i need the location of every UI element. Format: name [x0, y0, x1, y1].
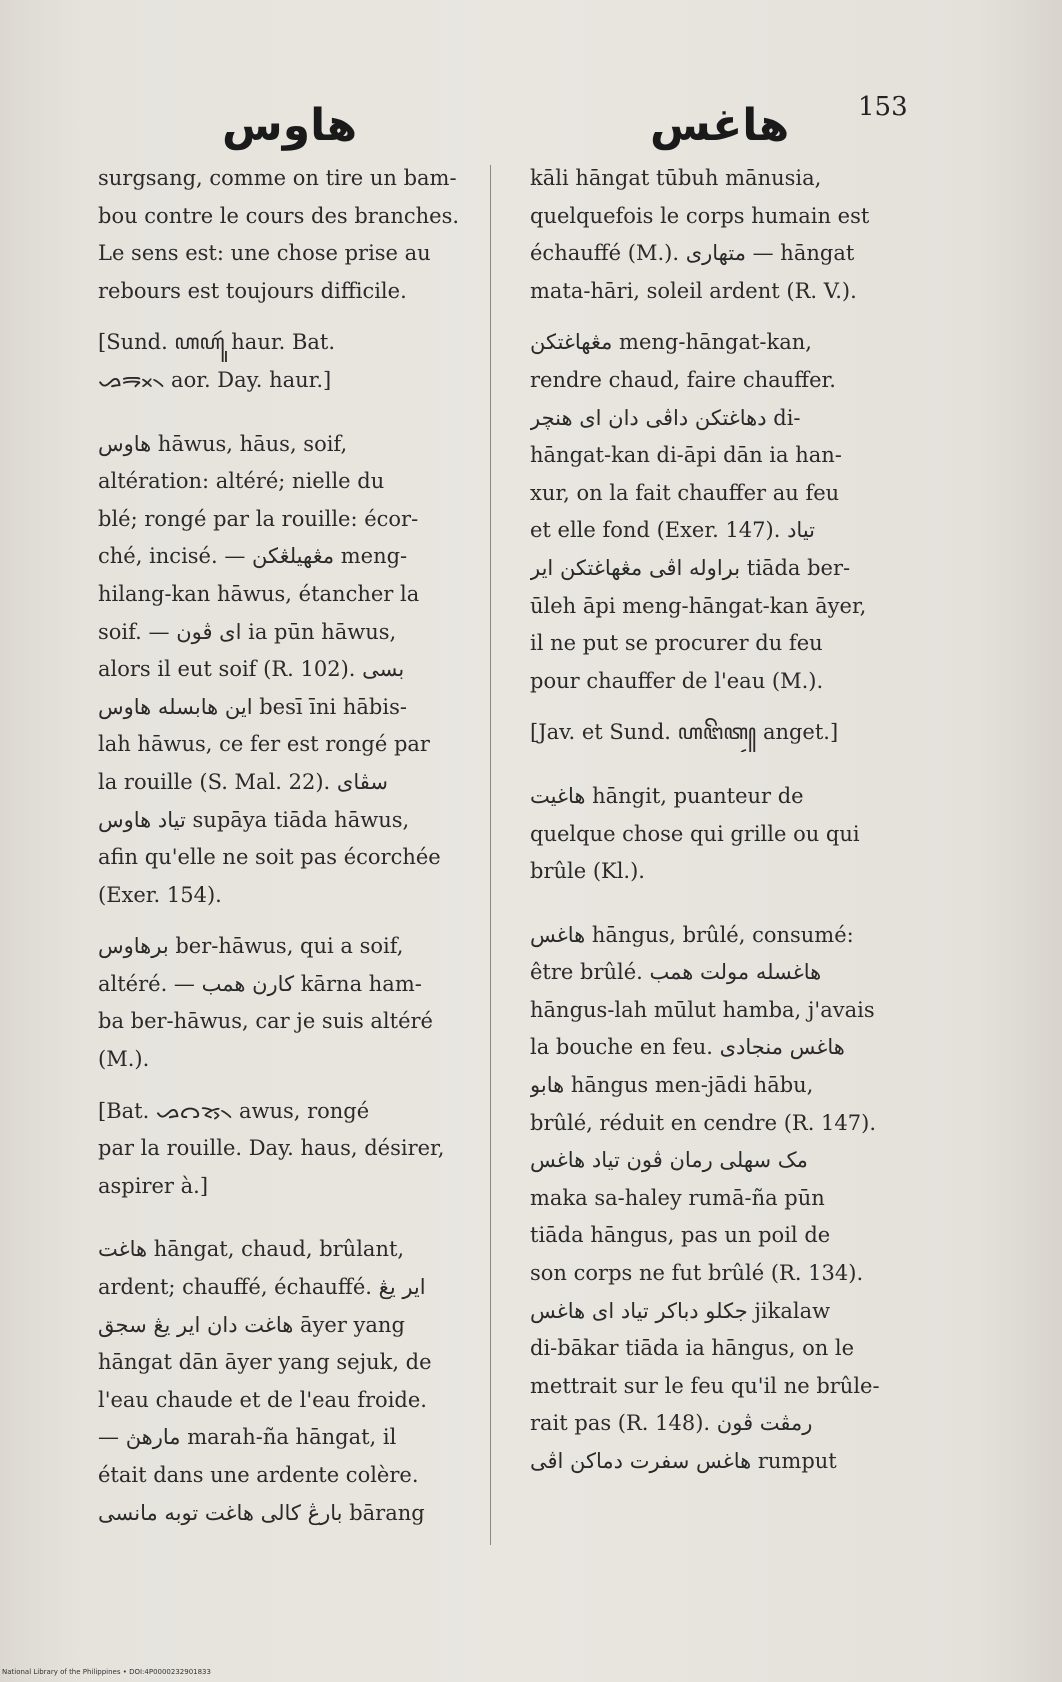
text-line: hāngus-lah mūlut hamba, j'avais	[530, 997, 875, 1022]
text-line: هاغس سفرت دماکن اڤى rumput	[530, 1449, 837, 1473]
text-line: هاوس hāwus, hāus, soif,	[98, 431, 348, 456]
text-line: هاغس hāngus, brûlé, consumé:	[530, 922, 854, 947]
text-line: ché, incisé. — مڠهيلڠکن meng-	[98, 544, 408, 569]
text-line: il ne put se procurer du feu	[530, 631, 823, 656]
text-line: être brûlé. هاغسله مولت همب	[530, 960, 822, 985]
text-line: bou contre le cours des branches.	[98, 203, 460, 228]
text-line: xur, on la fait chauffer au feu	[530, 480, 840, 505]
text-line: mettrait sur le feu qu'il ne brûle-	[530, 1373, 880, 1398]
text-line: [Bat. ᯀᯋᯮᯘ᯲ awus, rongé	[98, 1098, 370, 1123]
text-line: soif. — اى ڤون ia pūn hāwus,	[98, 619, 397, 644]
text-line: rendre chaud, faire chauffer.	[530, 367, 836, 392]
text-line: هاغت hāngat, chaud, brûlant,	[98, 1237, 405, 1262]
left-column	[98, 160, 478, 1546]
text-line: kāli hāngat tūbuh mānusia,	[530, 166, 822, 190]
text-line: aspirer à.]	[98, 1173, 209, 1198]
text-line: (M.).	[98, 1047, 150, 1072]
text-line: altération: altéré; nielle du	[98, 469, 385, 494]
entry-paragraph	[530, 778, 910, 891]
running-head-right: هاغس	[650, 100, 790, 151]
text-line: par la rouille. Day. haus, désirer,	[98, 1136, 445, 1161]
text-line: altéré. — کارن همب kārna ham-	[98, 971, 422, 996]
right-column	[530, 160, 910, 1495]
entry-paragraph	[530, 324, 910, 700]
entry-paragraph	[98, 928, 478, 1078]
entry-paragraph	[98, 426, 478, 915]
text-line: Le sens est: une chose prise au	[98, 241, 431, 266]
entry-paragraph	[98, 1093, 478, 1206]
column-divider	[490, 165, 491, 1545]
text-line: brûle (Kl.).	[530, 859, 645, 884]
text-line: afin qu'elle ne soit pas écorchée	[98, 845, 441, 870]
page-number: 153	[858, 92, 908, 122]
text-line: son corps ne fut brûlé (R. 134).	[530, 1261, 864, 1286]
text-line: surgsang, comme on tire un bam-	[98, 166, 457, 190]
text-line: rait pas (R. 148). رمڤت ڤون	[530, 1411, 813, 1436]
text-line: تياد هاوس supāya tiāda hāwus,	[98, 807, 410, 832]
text-line: هابو hāngus men-jādi hābu,	[530, 1073, 814, 1098]
text-line: rebours est toujours difficile.	[98, 278, 407, 303]
text-line: ᯀᯬᯒ᯲ aor. Day. haur.]	[98, 367, 332, 392]
text-line: pour chauffer de l'eau (M.).	[530, 668, 824, 693]
entry-paragraph	[98, 324, 478, 399]
text-line: brûlé, réduit en cendre (R. 147).	[530, 1110, 876, 1135]
running-head-left: هاوس	[222, 100, 358, 151]
text-line: دهاغتکن داڤى دان اى هنچر di-	[530, 405, 801, 430]
text-line: هاغيت hāngit, puanteur de	[530, 783, 804, 808]
text-line: اين هابسله هاوس besī īni hābis-	[98, 694, 407, 719]
text-line: la bouche en feu. هاغس منجادى	[530, 1035, 845, 1060]
text-line: l'eau chaude et de l'eau froide.	[98, 1387, 427, 1412]
text-line: maka sa-haley rumā-ña pūn	[530, 1185, 825, 1210]
text-line: di-bākar tiāda ia hāngus, on le	[530, 1336, 855, 1361]
text-line: quelque chose qui grille ou qui	[530, 821, 860, 846]
text-line: ardent; chauffé, échauffé. اير يڠ	[98, 1275, 426, 1300]
entry-paragraph	[98, 1231, 478, 1532]
text-line: بارڠ کالى هاغت توبه مانسى bārang	[98, 1500, 425, 1525]
text-line: جکلو دباکر تياد اى هاغس jikalaw	[530, 1298, 831, 1323]
text-line: et elle fond (Exer. 147). تياد	[530, 518, 816, 543]
text-line: برهاوس ber-hāwus, qui a soif,	[98, 934, 404, 959]
text-line: هاغت دان اير يڠ سجق āyer yang	[98, 1312, 405, 1337]
text-line: blé; rongé par la rouille: écor-	[98, 506, 419, 531]
text-line: était dans une ardente colère.	[98, 1463, 419, 1487]
text-line: [Sund. ꦲꦲꦸꦂ haur. Bat.	[98, 330, 336, 355]
entry-paragraph	[98, 160, 478, 310]
text-line: hilang-kan hāwus, étancher la	[98, 581, 420, 606]
text-line: mata-hāri, soleil ardent (R. V.).	[530, 278, 857, 303]
text-line: — مارهڽ marah-ña hāngat, il	[98, 1425, 397, 1450]
entry-paragraph	[530, 714, 910, 752]
text-line: alors il eut soif (R. 102). بسى	[98, 657, 405, 682]
text-line: échauffé (M.). متهارى — hāngat	[530, 241, 855, 266]
text-line: lah hāwus, ce fer est rongé par	[98, 732, 430, 757]
text-line: la rouille (S. Mal. 22). سڤاى	[98, 769, 388, 794]
text-line: quelquefois le corps humain est	[530, 203, 870, 228]
entry-paragraph	[530, 917, 910, 1481]
text-line: مڠهاغتکن meng-hāngat-kan,	[530, 330, 812, 355]
text-line: [Jav. et Sund. ꦲꦔꦼꦠ꧀ anget.]	[530, 720, 839, 745]
text-line: (Exer. 154).	[98, 882, 222, 907]
text-line: مک سهلى رمان ڤون تياد هاغس	[530, 1148, 808, 1173]
text-line: ba ber-hāwus, car je suis altéré	[98, 1009, 433, 1034]
text-line: ūleh āpi meng-hāngat-kan āyer,	[530, 593, 867, 618]
entry-paragraph	[530, 160, 910, 310]
text-line: hāngat-kan di-āpi dān ia han-	[530, 443, 842, 468]
footer-credit: National Library of the Philippines • DOI:4P0000232901833	[2, 1668, 211, 1676]
text-line: براوله اڤى مڠهاغتکن اير tiāda ber-	[530, 555, 851, 580]
text-line: tiāda hāngus, pas un poil de	[530, 1223, 831, 1248]
text-line: hāngat dān āyer yang sejuk, de	[98, 1350, 432, 1375]
